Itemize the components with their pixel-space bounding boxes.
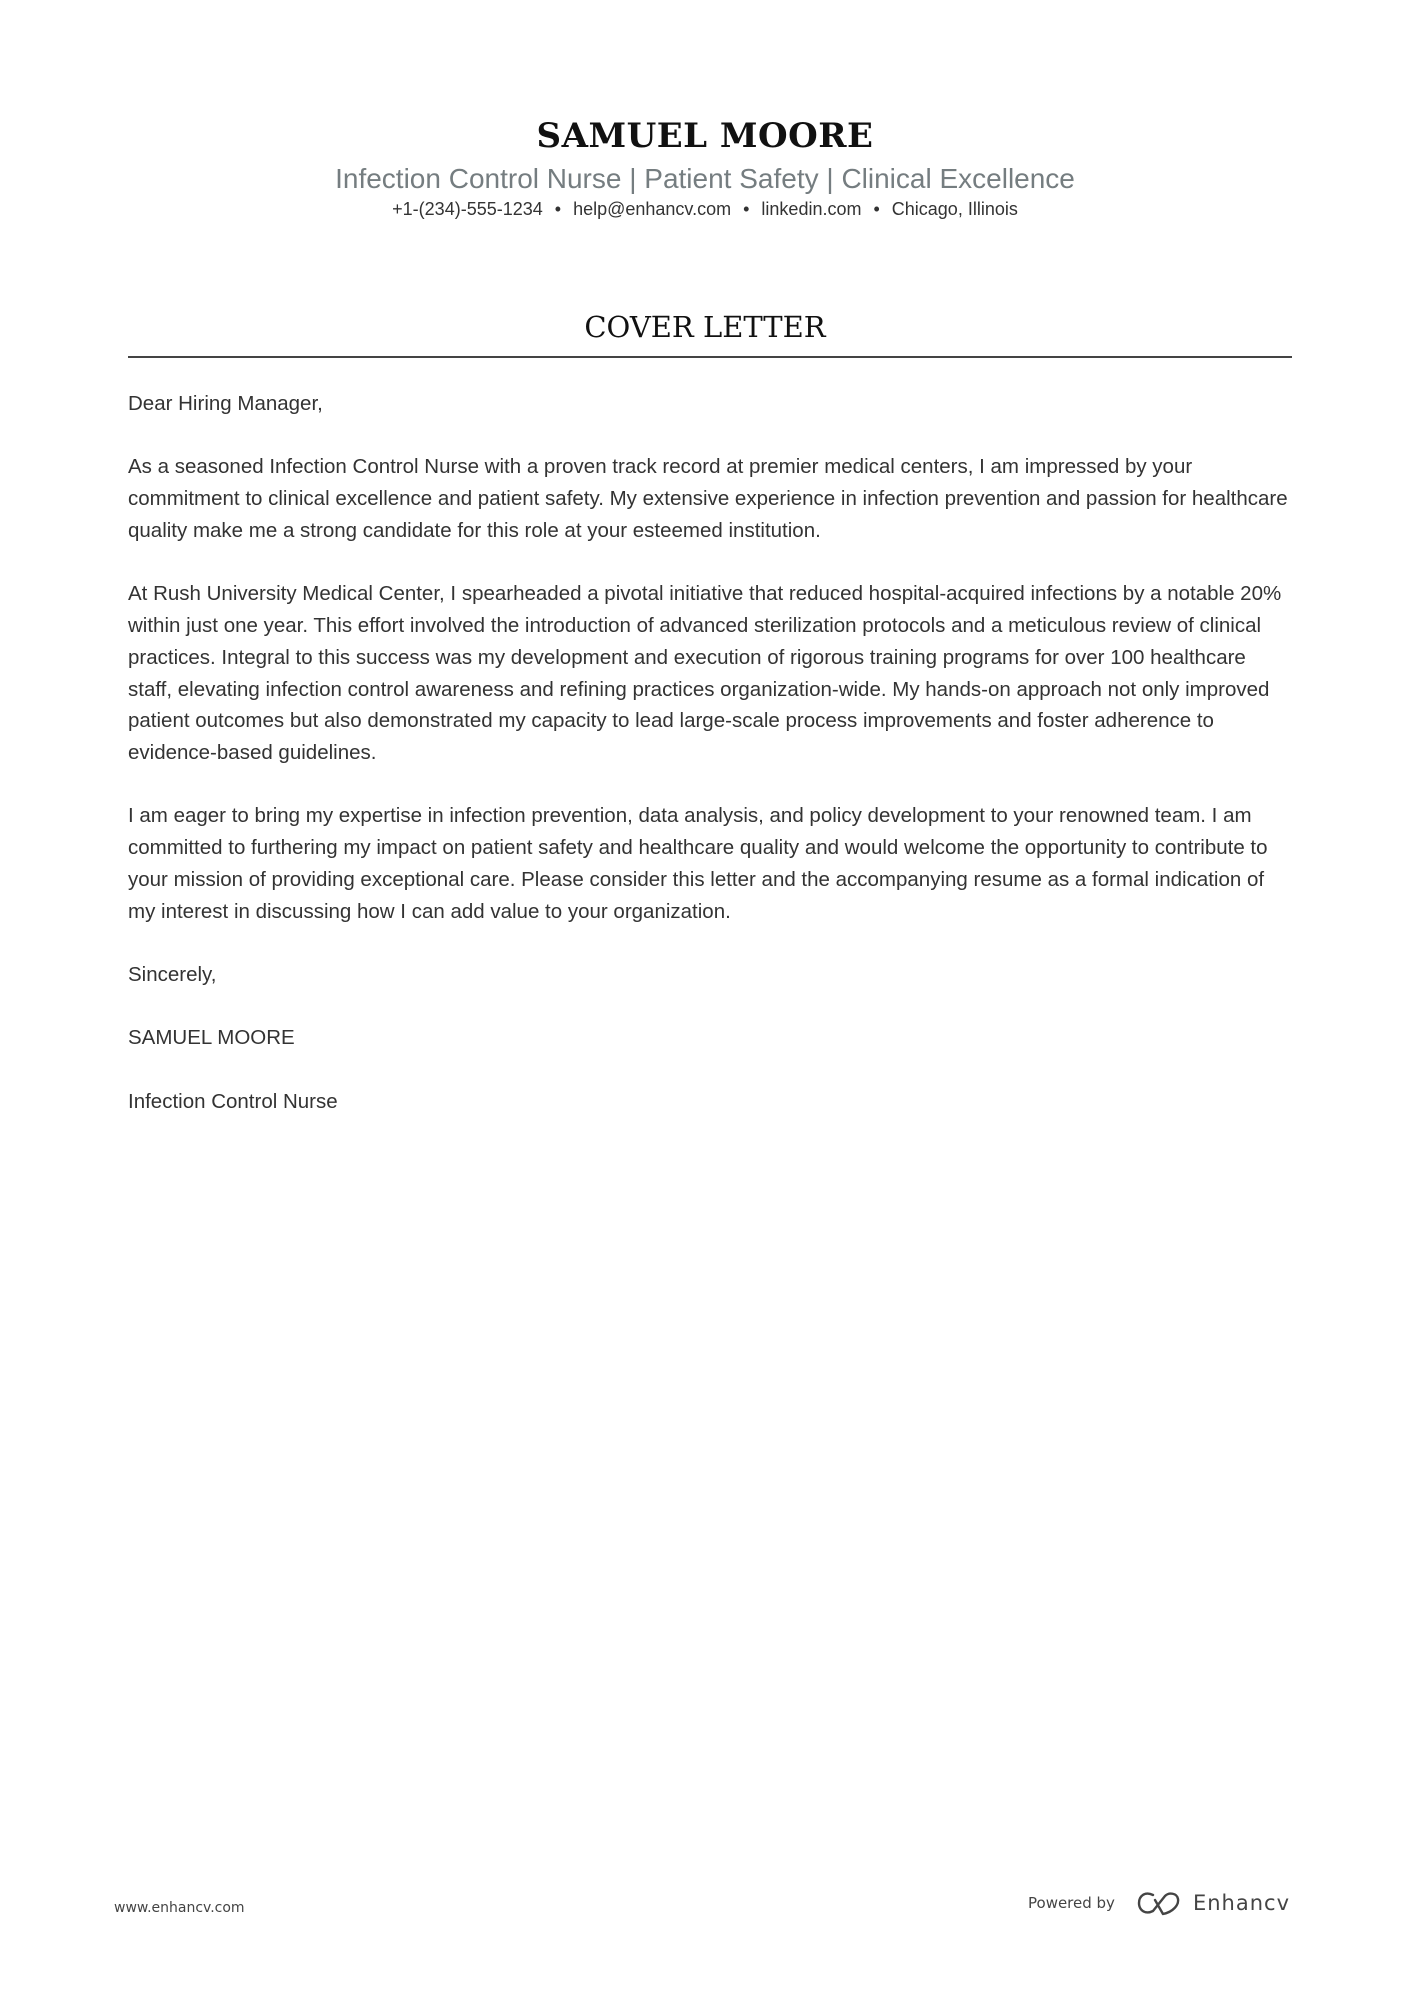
candidate-name: SAMUEL MOORE bbox=[536, 116, 874, 156]
greeting: Dear Hiring Manager, bbox=[128, 392, 323, 415]
enhancv-logo[interactable] bbox=[1137, 1890, 1290, 1916]
phone: +1-(234)-555-1234 bbox=[392, 199, 543, 219]
closing: Sincerely, bbox=[128, 963, 217, 987]
separator-dot: • bbox=[554, 199, 562, 219]
separator-dot: • bbox=[743, 199, 750, 219]
section-divider bbox=[128, 356, 1292, 358]
powered-by bbox=[1028, 1890, 1290, 1916]
section-title: COVER LETTER bbox=[584, 310, 826, 344]
paragraph: I am eager to bring my expertise in infection prevention, data analysis, and policy development to your renowned team. I am committed to furthering my impact on patient safety and healthcare quality and would welcome the opportunity to contribute to your mission of providing exceptional care. Please consider this letter and the accompanying resume as a formal indication of my interest in discussing how I can add value to your organization. bbox=[128, 804, 1268, 923]
contact-info bbox=[0, 199, 1410, 220]
candidate-headline: Infection Control Nurse | Patient Safety | Clinical Excellence bbox=[335, 163, 1075, 194]
location: Chicago, Illinois bbox=[891, 199, 1018, 219]
email: help@enhancv.com bbox=[573, 199, 732, 219]
brand-name: Enhancv bbox=[1192, 1891, 1290, 1915]
enhancv-logo-icon bbox=[1137, 1890, 1181, 1916]
separator-dot: • bbox=[873, 199, 880, 219]
signature-name: SAMUEL MOORE bbox=[128, 1026, 295, 1050]
letter-body bbox=[128, 388, 1292, 1149]
powered-by-label: Powered by bbox=[1028, 1894, 1115, 1912]
paragraph: At Rush University Medical Center, I spearheaded a pivotal initiative that reduced hospital-acquired infections by a notable 20% within just one year. This effort involved the introduction of advanced sterilization protocols and a meticulous review of clinical practices. Integral to this success was my development and execution of rigorous training programs for over 100 healthcare staff, elevating infection control awareness and refining practices organization-wide. My hands-on approach not only improved patient outcomes but also demonstrated my capacity to lead large-scale process improvements and foster adherence to evidence-based guidelines. bbox=[128, 582, 1282, 765]
website-link[interactable]: www.enhancv.com bbox=[114, 1900, 245, 1916]
signature-title: Infection Control Nurse bbox=[128, 1089, 338, 1113]
paragraph: As a seasoned Infection Control Nurse with a proven track record at premier medical centers, I am impressed by your commitment to clinical excellence and patient safety. My extensive experience in infection prevention and passion for healthcare quality make me a strong candidate for this role at your esteemed institution. bbox=[128, 455, 1288, 542]
linkedin: linkedin.com bbox=[761, 199, 862, 219]
